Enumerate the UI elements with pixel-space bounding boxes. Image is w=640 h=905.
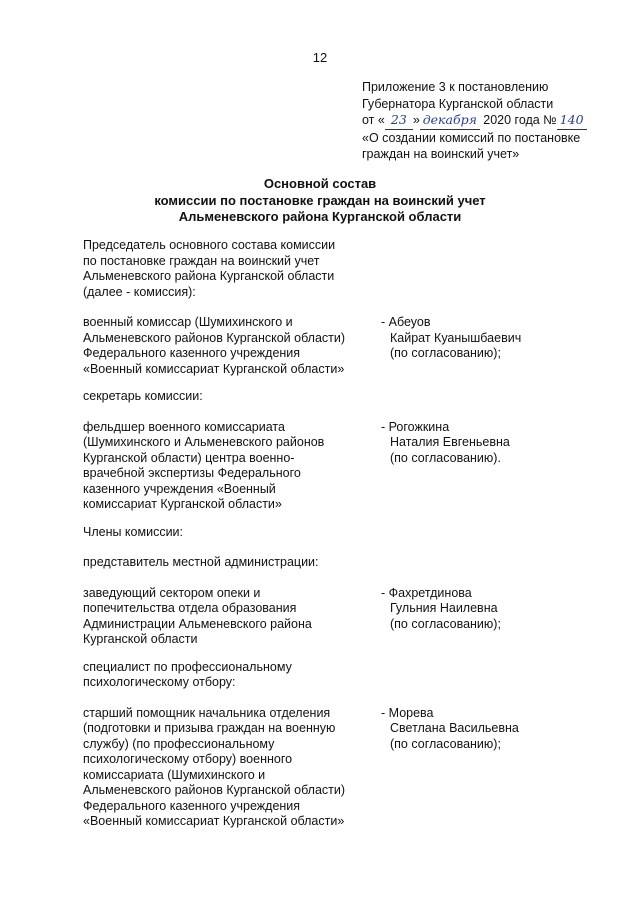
members-label: Члены комиссии: (83, 524, 184, 539)
text-line: старший помощник начальника отделения (83, 705, 331, 720)
text-line: Курганской области) центра военно- (83, 450, 295, 465)
text-line: Федерального казенного учреждения (83, 346, 301, 360)
person-note: (по согласованию); (390, 346, 501, 360)
chairman-intro (83, 238, 553, 300)
appendix-line: граждан на воинский учет» (362, 147, 520, 161)
text-line: Альменевского районов Курганской области) (83, 330, 346, 345)
date-mid: » (412, 113, 420, 127)
member-entry-chairman (83, 315, 553, 377)
text-line: Федерального казенного учреждения (83, 798, 301, 813)
commission-composition (83, 238, 553, 830)
handwritten-month: декабря (420, 112, 480, 130)
text-line: психологическому отбору: (83, 675, 236, 689)
text-line: Курганской области (83, 632, 198, 646)
appendix-header (362, 79, 624, 163)
person-note: (по согласованию); (390, 616, 501, 631)
text-line: «Военный комиссариат Курганской области» (83, 361, 345, 376)
appendix-line: Губернатора Курганской области (362, 96, 554, 111)
text-line: (Шумихинского и Альменевского районов (83, 435, 325, 449)
page-number: 12 (312, 50, 328, 65)
person-surname: - Рогожкина (381, 419, 450, 434)
secretary-label: секретарь комиссии: (83, 389, 203, 403)
member-position (83, 315, 378, 377)
text-line: (далее - комиссия): (83, 284, 196, 299)
person-note: (по согласованию). (390, 450, 501, 465)
title-line: Альменевского района Курганской области (178, 209, 462, 224)
text-line: комиссариат Курганской области» (83, 497, 282, 511)
text-line: Альменевского района Курганской области (83, 269, 335, 283)
member-position (83, 706, 378, 830)
appendix-line: Приложение 3 к постановлению (362, 80, 549, 94)
appendix-line: «О создании комиссий по постановке (362, 130, 581, 145)
text-line: комиссариата (Шумихинского и (83, 767, 266, 782)
title-line: комиссии по постановке граждан на воинский учет (154, 192, 486, 208)
member-person (381, 586, 553, 633)
member-person (381, 420, 553, 467)
title-line: Основной состав (263, 176, 377, 191)
local-admin-label: представитель местной администрации: (83, 555, 319, 569)
text-line: «Военный комиссариат Курганской области» (83, 814, 345, 828)
handwritten-day: 23 (385, 112, 413, 130)
member-person (381, 706, 553, 753)
text-line: фельдшер военного комиссариата (83, 419, 285, 434)
person-name: Наталия Евгеньевна (390, 435, 510, 449)
date-prefix: от « (362, 113, 385, 127)
text-line: Администрации Альменевского района (83, 616, 312, 631)
person-note: (по согласованию); (390, 736, 501, 751)
text-line: врачебной экспертизы Федерального (83, 466, 301, 480)
person-name: Кайрат Куанышбаевич (390, 330, 522, 345)
specialist-label (83, 660, 553, 691)
appendix-date-line (362, 112, 624, 130)
text-line: специалист по профессиональному (83, 659, 292, 674)
member-position (83, 420, 378, 513)
text-line: попечительства отдела образования (83, 601, 297, 615)
member-entry-secretary (83, 420, 553, 513)
text-line: Председатель основного состава комиссии (83, 238, 336, 252)
document-title (0, 176, 640, 226)
text-line: заведующий сектором опеки и (83, 585, 261, 600)
member-entry-guardianship (83, 586, 553, 648)
person-surname: - Абеуов (381, 315, 431, 329)
member-entry-psychologist (83, 706, 553, 830)
text-line: Альменевского районов Курганской области) (83, 783, 346, 797)
person-surname: - Фахретдинова (381, 585, 472, 600)
date-year: 2020 года № (479, 113, 557, 127)
text-line: по постановке граждан на воинский учет (83, 253, 320, 268)
person-name: Гульния Наилевна (390, 601, 498, 615)
member-person (381, 315, 553, 362)
text-line: казенного учреждения «Военный (83, 481, 276, 496)
text-line: психологическому отбору) военного (83, 752, 293, 766)
handwritten-number: 140 (557, 112, 587, 130)
text-line: военный комиссар (Шумихинского и (83, 315, 293, 329)
member-position (83, 586, 378, 648)
text-line: службу) (по профессиональному (83, 736, 275, 751)
person-surname: - Морева (381, 705, 434, 720)
person-name: Светлана Васильевна (390, 721, 519, 735)
text-line: (подготовки и призыва граждан на военную (83, 721, 336, 735)
